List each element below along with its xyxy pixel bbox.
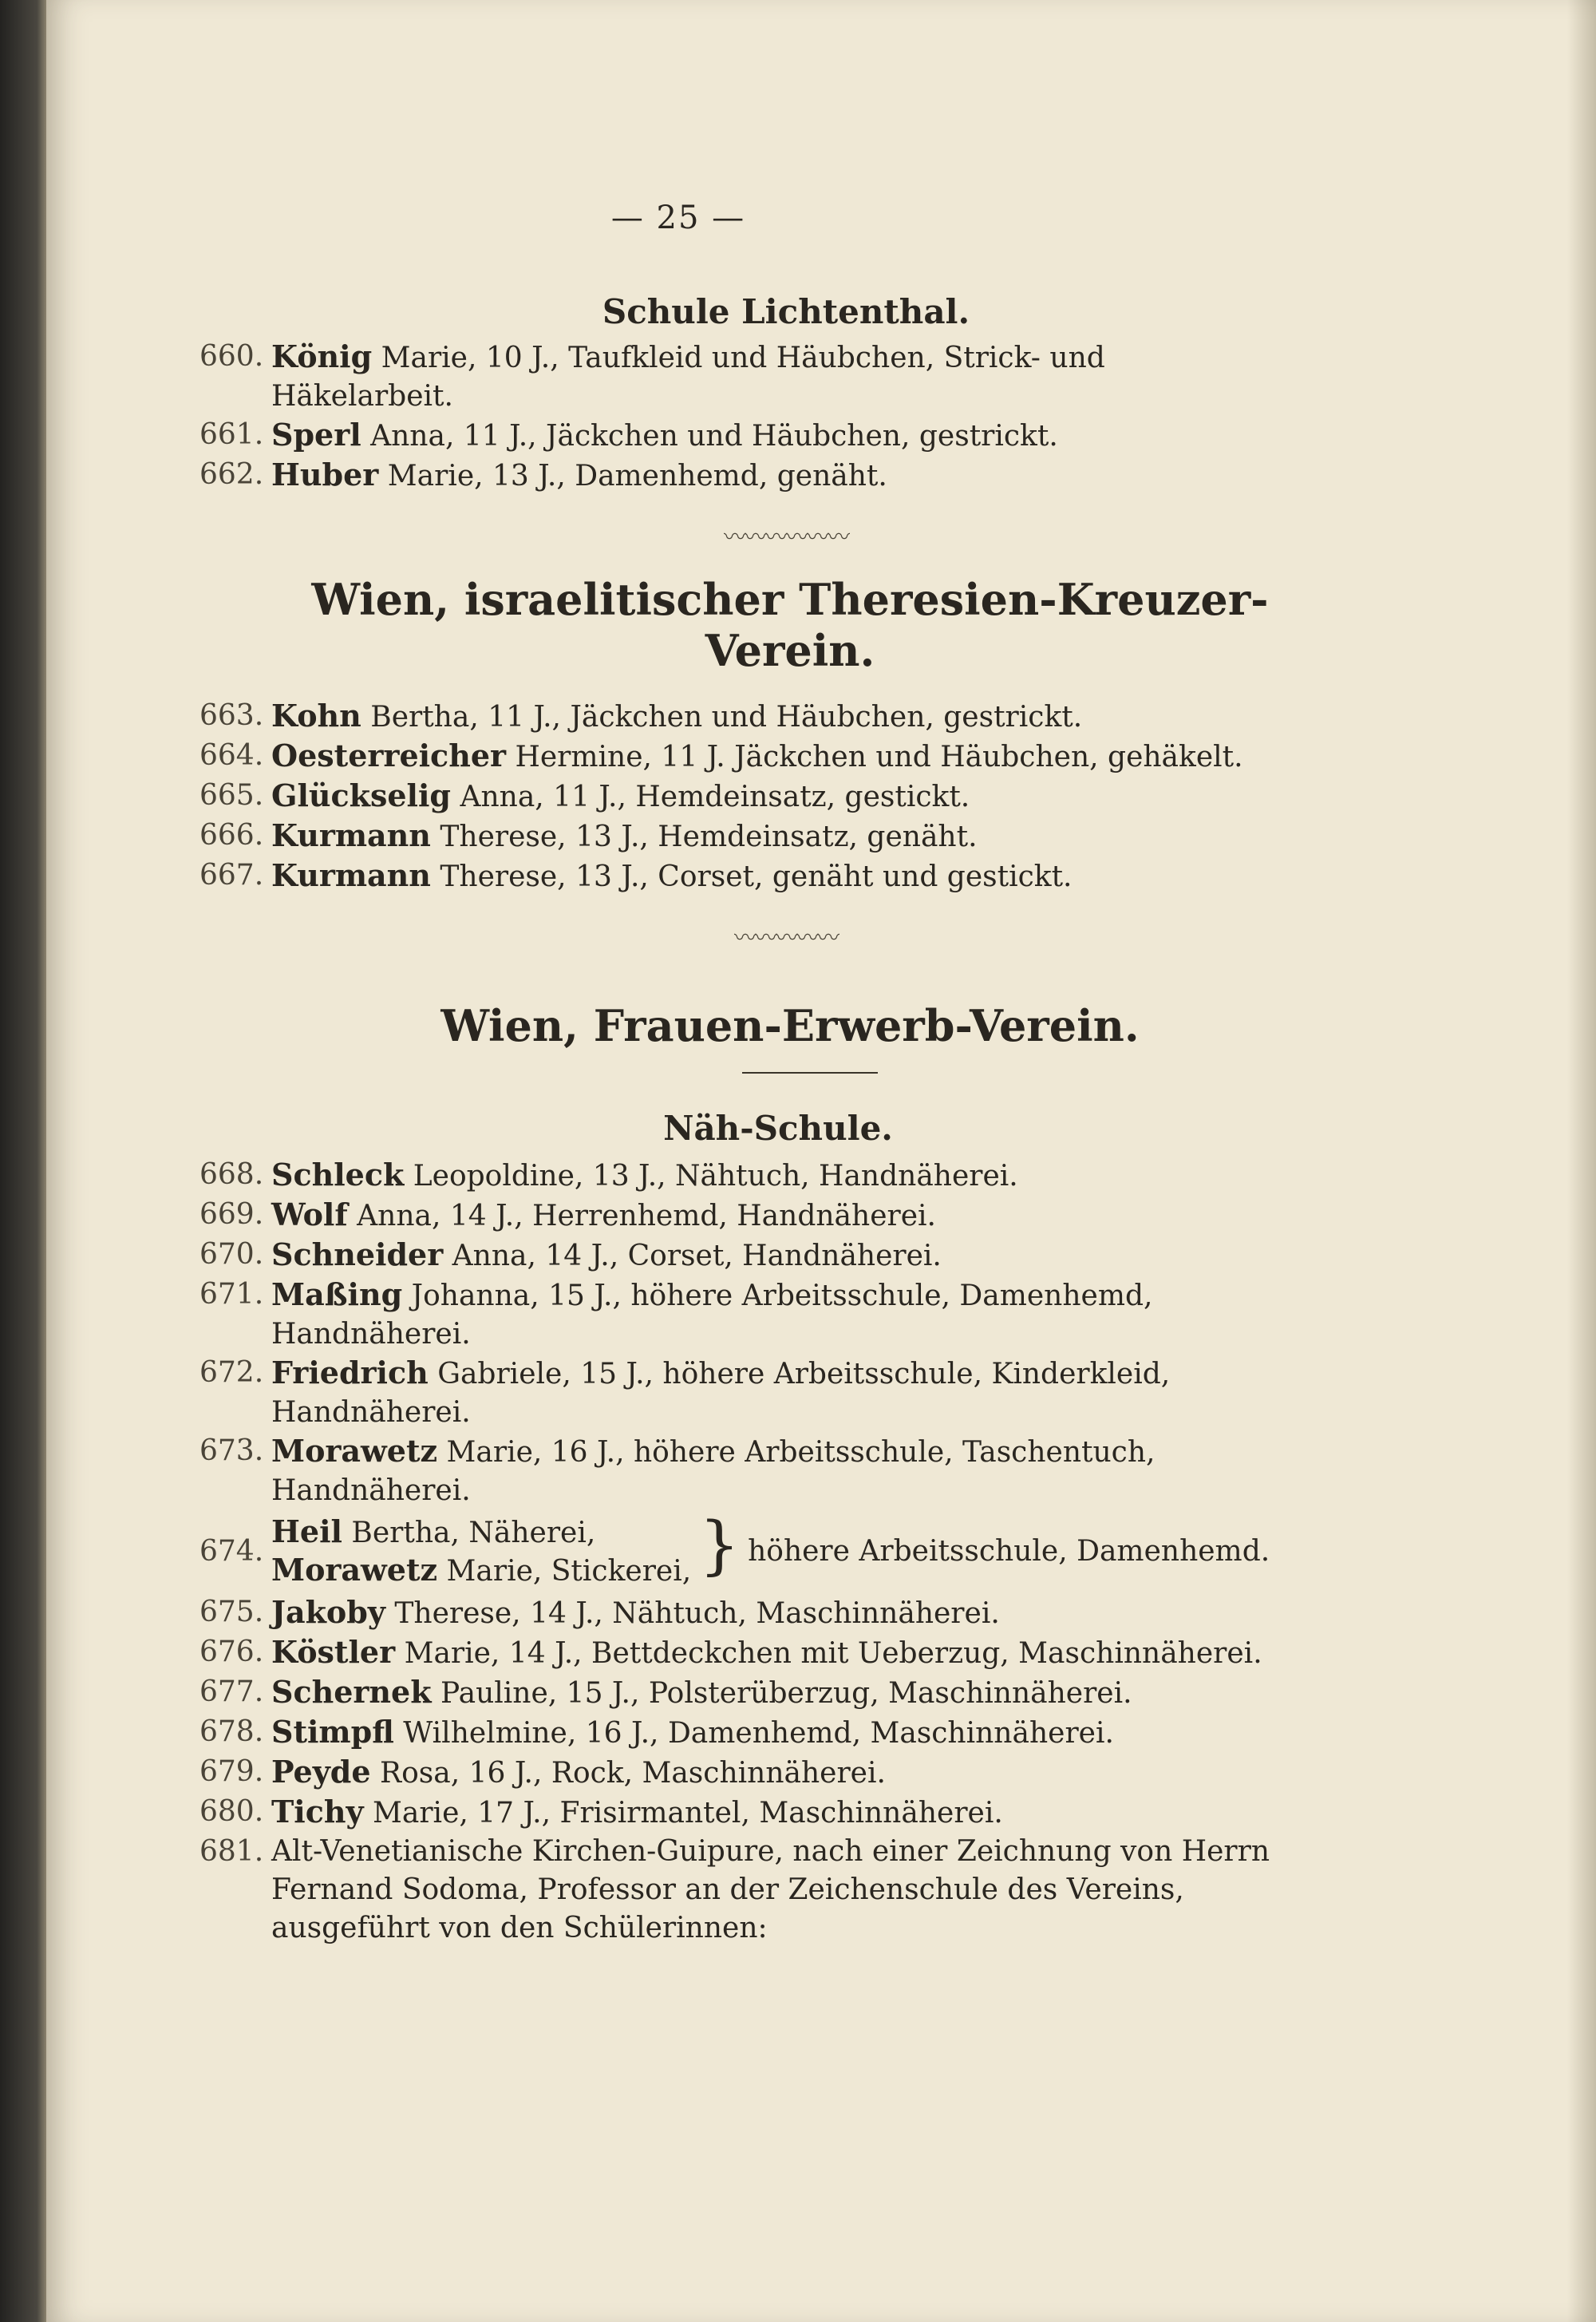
entry-body bbox=[271, 1276, 1285, 1354]
section-title-lichtenthal: Schule Lichtenthal. bbox=[602, 292, 970, 331]
entry-name: Jakoby bbox=[271, 1594, 385, 1630]
entry-text: Therese, 14 J., Nähtuch, Maschinnäherei. bbox=[394, 1597, 1000, 1630]
entry-text: Therese, 13 J., Hemdeinsatz, genäht. bbox=[440, 821, 978, 853]
list-item bbox=[200, 1833, 1285, 1948]
entry-text: Bertha, Näherei, bbox=[351, 1517, 596, 1549]
entry-text: Alt-Venetianische Kirchen-Guipure, nach einer Zeichnung von Herrn Fernand Sodoma, Professor an der Zeichenschule des Vereins, ausgeführt von den Schülerinnen: bbox=[271, 1835, 1270, 1944]
entry-text: Marie, 16 J., höhere Arbeitsschule, Taschentuch, Handnäherei. bbox=[271, 1436, 1156, 1507]
entry-name: Maßing bbox=[271, 1276, 403, 1312]
entry-number: 667. bbox=[200, 859, 264, 892]
entry-name: Schernek bbox=[271, 1674, 432, 1710]
entry-number: 660. bbox=[200, 340, 264, 373]
entry-list-frauen-a bbox=[200, 1156, 1285, 1510]
entry-name: König bbox=[271, 338, 373, 374]
brace-glyph: } bbox=[699, 1508, 741, 1582]
entry-body bbox=[271, 777, 1285, 817]
list-item bbox=[200, 1673, 1285, 1713]
entry-text: Anna, 11 J., Hemdeinsatz, gestickt. bbox=[460, 781, 970, 813]
entry-body bbox=[271, 1236, 1285, 1276]
entry-number: 663. bbox=[200, 699, 264, 732]
section-subtitle-naeh-schule: Näh-Schule. bbox=[663, 1109, 893, 1148]
section-title-israel: Wien, israelitischer Theresien-Kreuzer-Verein. bbox=[311, 574, 1269, 676]
list-item bbox=[200, 456, 1285, 496]
entry-number: 669. bbox=[200, 1198, 264, 1231]
entry-name: Kurmann bbox=[271, 857, 431, 893]
entry-number: 661. bbox=[200, 418, 264, 451]
entry-number: 673. bbox=[200, 1434, 264, 1467]
entry-body bbox=[271, 697, 1285, 737]
entry-text: Anna, 14 J., Corset, Handnäherei. bbox=[452, 1240, 942, 1272]
entry-body bbox=[271, 1793, 1285, 1833]
entry-body bbox=[271, 737, 1285, 777]
list-item bbox=[200, 1196, 1285, 1236]
entry-name: Peyde bbox=[271, 1754, 371, 1790]
entry-body bbox=[271, 456, 1285, 496]
entry-body bbox=[271, 1633, 1285, 1673]
entry-674 bbox=[200, 1508, 1285, 1590]
entry-number: 666. bbox=[200, 819, 264, 852]
entry-name: Sperl bbox=[271, 417, 361, 453]
entry-number: 681. bbox=[200, 1835, 264, 1868]
entry-name: Friedrich bbox=[271, 1355, 429, 1390]
entry-name: Glückselig bbox=[271, 777, 451, 813]
entry-text: Bertha, 11 J., Jäckchen und Häubchen, gestrickt. bbox=[370, 701, 1083, 734]
entry-name: Heil bbox=[271, 1513, 342, 1549]
list-item bbox=[200, 1753, 1285, 1793]
section-title-frauen: Wien, Frauen-Erwerb-Verein. bbox=[440, 1000, 1140, 1051]
list-item bbox=[200, 697, 1285, 737]
list-item bbox=[200, 1276, 1285, 1354]
entry-text: höhere Arbeitsschule, Damenhemd. bbox=[748, 1535, 1270, 1568]
entry-body bbox=[271, 1673, 1285, 1713]
page-number: — 25 — bbox=[610, 200, 746, 236]
entry-body bbox=[271, 1156, 1285, 1196]
brace-lines bbox=[271, 1513, 691, 1590]
entry-number: 665. bbox=[200, 779, 264, 812]
entry-text: Gabriele, 15 J., höhere Arbeitsschule, Kinderkleid, Handnäherei. bbox=[271, 1358, 1171, 1429]
list-item bbox=[200, 1236, 1285, 1276]
entry-number: 662. bbox=[200, 458, 264, 491]
list-item bbox=[200, 416, 1285, 456]
entry-body bbox=[271, 1713, 1285, 1753]
book-gutter bbox=[0, 0, 46, 2322]
list-item bbox=[200, 1713, 1285, 1753]
wave-divider: 〰〰〰〰〰 bbox=[733, 924, 838, 951]
page-edge bbox=[1567, 0, 1596, 2322]
entry-name: Huber bbox=[271, 457, 379, 492]
entry-text: Anna, 11 J., Jäckchen und Häubchen, gestrickt. bbox=[370, 420, 1058, 453]
page-content bbox=[200, 200, 1285, 1948]
entry-text: Hermine, 11 J. Jäckchen und Häubchen, gehäkelt. bbox=[515, 741, 1243, 773]
list-item bbox=[200, 1633, 1285, 1673]
entry-text: Rosa, 16 J., Rock, Maschinnäherei. bbox=[380, 1757, 886, 1790]
entry-body bbox=[271, 338, 1285, 416]
entry-number: 670. bbox=[200, 1238, 264, 1271]
entry-body bbox=[271, 1593, 1285, 1633]
entry-number: 672. bbox=[200, 1356, 264, 1389]
entry-text: Marie, 10 J., Taufkleid und Häubchen, Strick- und Häkelarbeit. bbox=[271, 342, 1105, 413]
entry-body bbox=[271, 1432, 1285, 1510]
entry-number: 671. bbox=[200, 1278, 264, 1311]
entry-text: Therese, 13 J., Corset, genäht und gestickt. bbox=[440, 860, 1073, 893]
entry-body bbox=[271, 1753, 1285, 1793]
entry-name: Wolf bbox=[271, 1197, 348, 1232]
entry-list-israel bbox=[200, 697, 1285, 896]
entry-body bbox=[271, 1833, 1285, 1948]
entry-name: Schneider bbox=[271, 1236, 444, 1272]
list-item bbox=[200, 1432, 1285, 1510]
list-item bbox=[200, 1593, 1285, 1633]
entry-number: 674. bbox=[200, 1535, 264, 1568]
entry-name: Kurmann bbox=[271, 817, 431, 853]
entry-text: Johanna, 15 J., höhere Arbeitsschule, Damenhemd, Handnäherei. bbox=[271, 1280, 1153, 1351]
entry-number: 664. bbox=[200, 739, 264, 772]
entry-body bbox=[271, 416, 1285, 456]
entry-body bbox=[271, 1354, 1285, 1432]
entry-name: Stimpfl bbox=[271, 1714, 394, 1750]
list-item bbox=[200, 1156, 1285, 1196]
entry-name: Oesterreicher bbox=[271, 738, 507, 773]
entry-number: 675. bbox=[200, 1596, 264, 1628]
entry-name: Kohn bbox=[271, 698, 361, 734]
entry-number: 678. bbox=[200, 1715, 264, 1748]
list-item bbox=[200, 1354, 1285, 1432]
wave-divider: 〰〰〰〰〰〰 bbox=[723, 524, 848, 550]
entry-text: Marie, 17 J., Frisirmantel, Maschinnäherei. bbox=[373, 1797, 1003, 1830]
entry-number: 668. bbox=[200, 1158, 264, 1191]
list-item bbox=[200, 1793, 1285, 1833]
entry-text: Marie, 14 J., Bettdeckchen mit Ueberzug, Maschinnäherei. bbox=[404, 1637, 1262, 1670]
list-item bbox=[200, 856, 1285, 896]
entry-text: Wilhelmine, 16 J., Damenhemd, Maschinnäherei. bbox=[403, 1717, 1114, 1750]
entry-text: Leopoldine, 13 J., Nähtuch, Handnäherei. bbox=[413, 1160, 1018, 1193]
entry-text: Anna, 14 J., Herrenhemd, Handnäherei. bbox=[357, 1200, 936, 1232]
entry-name: Köstler bbox=[271, 1634, 396, 1670]
entry-body bbox=[271, 817, 1285, 856]
entry-number: 676. bbox=[200, 1636, 264, 1668]
entry-text: Pauline, 15 J., Polsterüberzug, Maschinnäherei. bbox=[440, 1677, 1132, 1710]
entry-name: Tichy bbox=[271, 1794, 364, 1830]
entry-body bbox=[271, 856, 1285, 896]
entry-name: Schleck bbox=[271, 1157, 405, 1193]
entry-text: Marie, Stickerei, bbox=[446, 1555, 692, 1588]
entry-number: 679. bbox=[200, 1755, 264, 1788]
entry-text: Marie, 13 J., Damenhemd, genäht. bbox=[387, 460, 887, 492]
entry-list-frauen-b bbox=[200, 1593, 1285, 1948]
entry-body bbox=[271, 1196, 1285, 1236]
entry-number: 680. bbox=[200, 1795, 264, 1828]
entry-name: Morawetz bbox=[271, 1552, 438, 1588]
list-item bbox=[200, 338, 1285, 416]
list-item bbox=[200, 817, 1285, 856]
entry-number: 677. bbox=[200, 1675, 264, 1708]
entry-name: Morawetz bbox=[271, 1433, 438, 1469]
list-item bbox=[200, 737, 1285, 777]
list-item bbox=[200, 777, 1285, 817]
rule-divider bbox=[742, 1072, 878, 1074]
entry-list-lichtenthal bbox=[200, 338, 1285, 496]
